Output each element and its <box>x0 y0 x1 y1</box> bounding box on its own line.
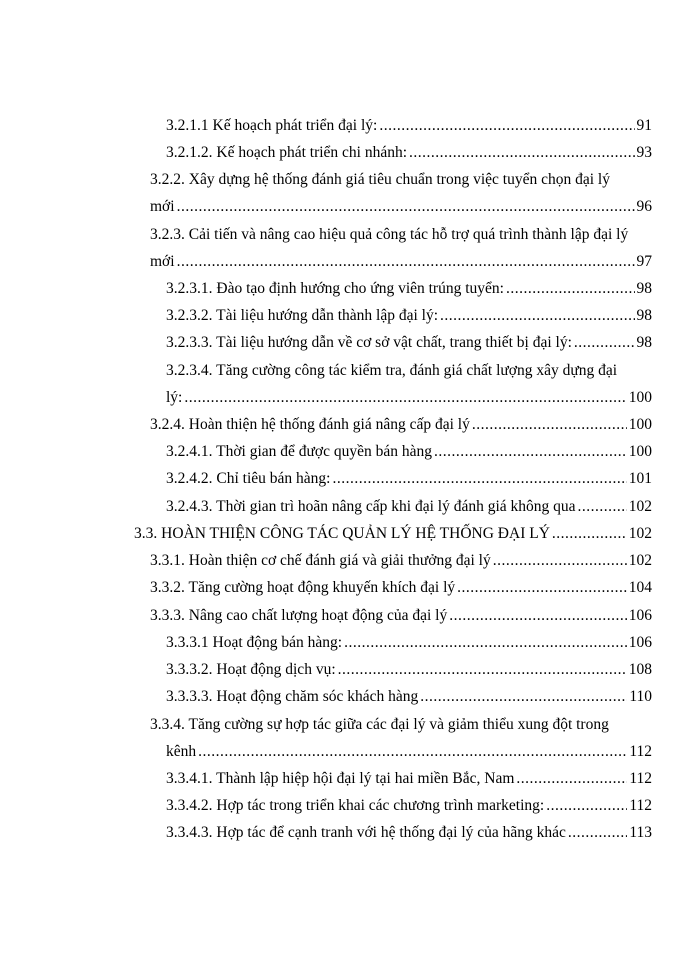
toc-entry-first-line <box>150 225 652 245</box>
toc-entry-label: 3.3.3. Nâng cao chất lượng hoạt động của đại lý <box>150 607 448 624</box>
toc-page-number: 100 <box>628 416 652 433</box>
toc-page-number: 98 <box>636 307 652 324</box>
toc-entry-label: 3.2.3.3. Tài liệu hướng dẫn về cơ sở vật chất, trang thiết bị đại lý: <box>166 334 572 351</box>
toc-entry-label: mới <box>150 253 175 270</box>
toc-entry-label: 3.3.1. Hoàn thiện cơ chế đánh giá và giải thưởng đại lý <box>150 552 491 569</box>
toc-page-number: 91 <box>636 117 652 134</box>
toc-entry-label: 3.2.4.2. Chỉ tiêu bán hàng: <box>166 470 331 487</box>
toc-entry[interactable] <box>166 143 652 163</box>
toc-entry[interactable] <box>166 660 652 680</box>
toc-entry[interactable] <box>166 333 652 353</box>
toc-entry-label: 3.2.4. Hoàn thiện hệ thống đánh giá nâng cấp đại lý <box>150 416 470 433</box>
toc-page-number: 106 <box>628 634 652 651</box>
toc-leader-dots <box>546 796 627 816</box>
toc-entry-label-line1: 3.3.4. Tăng cường sự hợp tác giữa các đại lý và giảm thiểu xung đột trong <box>150 716 609 733</box>
toc-page-number: 97 <box>636 253 652 270</box>
toc-page-number: 110 <box>629 688 652 705</box>
toc-leader-dots <box>568 823 627 843</box>
toc-leader-dots <box>434 442 627 462</box>
toc-page-number: 93 <box>636 144 652 161</box>
toc-leader-dots <box>516 769 627 789</box>
toc-entry[interactable] <box>166 687 652 707</box>
toc-page-number: 102 <box>628 498 652 515</box>
toc-leader-dots <box>493 551 627 571</box>
toc-entry[interactable] <box>166 769 652 789</box>
toc-entry-label: 3.3. HOÀN THIỆN CÔNG TÁC QUẢN LÝ HỆ THỐNG ĐẠI LÝ <box>134 525 550 542</box>
toc-entry-label: kênh <box>166 743 197 760</box>
toc-entry-label: 3.3.3.2. Hoạt động dịch vụ: <box>166 661 336 678</box>
toc-leader-dots <box>574 333 635 353</box>
toc-entry[interactable] <box>166 497 652 517</box>
toc-entry-label: 3.3.4.1. Thành lập hiệp hội đại lý tại hai miền Bắc, Nam <box>166 770 515 787</box>
toc-entry[interactable] <box>150 415 652 435</box>
toc-page-number: 100 <box>628 389 652 406</box>
toc-leader-dots <box>440 306 634 326</box>
toc-entry-label: 3.3.3.1 Hoạt động bán hàng: <box>166 634 343 651</box>
toc-entry[interactable] <box>134 524 652 544</box>
toc-entry[interactable] <box>166 116 652 136</box>
toc-page-number: 100 <box>628 443 652 460</box>
toc-leader-dots <box>449 606 627 626</box>
toc-leader-dots <box>177 252 635 272</box>
toc-entry[interactable] <box>166 279 652 299</box>
toc-entry[interactable] <box>150 606 652 626</box>
toc-leader-dots <box>184 388 626 408</box>
toc-entry-label-line1: 3.2.3. Cải tiến và nâng cao hiệu quả công tác hỗ trợ quá trình thành lập đại lý <box>150 226 629 243</box>
toc-page-number: 108 <box>628 661 652 678</box>
toc-entry[interactable] <box>166 469 652 489</box>
toc-entry[interactable] <box>166 388 652 408</box>
toc-page-number: 104 <box>628 579 652 596</box>
toc-leader-dots <box>198 742 627 762</box>
toc-entry[interactable] <box>150 551 652 571</box>
toc-entry[interactable] <box>150 578 652 598</box>
toc-leader-dots <box>332 469 626 489</box>
toc-leader-dots <box>506 279 635 299</box>
toc-entry-label: 3.2.1.1 Kế hoạch phát triển đại lý: <box>166 117 378 134</box>
toc-page-number: 112 <box>629 743 652 760</box>
toc-leader-dots <box>338 660 627 680</box>
toc-leader-dots <box>177 197 635 217</box>
toc-leader-dots <box>552 524 627 544</box>
toc-page-number: 101 <box>628 470 652 487</box>
toc-entry-label: 3.3.4.3. Hợp tác để cạnh tranh với hệ thống đại lý của hãng khác <box>166 824 566 841</box>
toc-entry[interactable] <box>166 796 652 816</box>
toc-entry-label: 3.2.4.1. Thời gian để được quyền bán hàng <box>166 443 432 460</box>
toc-entry-label: 3.3.2. Tăng cường hoạt động khuyến khích đại lý <box>150 579 456 596</box>
toc-entry-first-line <box>150 170 652 190</box>
toc-entry[interactable] <box>150 252 652 272</box>
toc-entry-label: 3.3.3.3. Hoạt động chăm sóc khách hàng <box>166 688 419 705</box>
toc-entry-label: 3.3.4.2. Hợp tác trong triển khai các chương trình marketing: <box>166 797 545 814</box>
toc-entry[interactable] <box>166 306 652 326</box>
toc-page-number: 112 <box>629 797 652 814</box>
toc-entry-label: 3.2.1.2. Kế hoạch phát triển chi nhánh: <box>166 144 408 161</box>
toc-entry-label: lý: <box>166 389 183 406</box>
toc-entry[interactable] <box>166 633 652 653</box>
toc-page-number: 102 <box>628 552 652 569</box>
toc-leader-dots <box>344 633 627 653</box>
toc-page-number: 106 <box>628 607 652 624</box>
toc-entry-first-line <box>166 361 652 381</box>
toc-entry-label-line1: 3.2.3.4. Tăng cường công tác kiểm tra, đánh giá chất lượng xây dựng đại <box>166 362 618 379</box>
toc-page-number: 102 <box>628 525 652 542</box>
toc-entry[interactable] <box>150 197 652 217</box>
toc-page-number: 113 <box>629 824 652 841</box>
toc-leader-dots <box>578 497 627 517</box>
toc-entry[interactable] <box>166 823 652 843</box>
toc-page-number: 98 <box>636 334 652 351</box>
toc-entry-label-line1: 3.2.2. Xây dựng hệ thống đánh giá tiêu chuẩn trong việc tuyển chọn đại lý <box>150 171 610 188</box>
toc-entry-label: 3.2.4.3. Thời gian trì hoãn nâng cấp khi đại lý đánh giá không qua <box>166 498 576 515</box>
toc-page-number: 96 <box>636 198 652 215</box>
toc-page-number: 112 <box>629 770 652 787</box>
toc-leader-dots <box>457 578 627 598</box>
toc-entry-first-line <box>150 715 652 735</box>
toc-entry-label: mới <box>150 198 175 215</box>
toc-leader-dots <box>409 143 634 163</box>
toc-leader-dots <box>472 415 627 435</box>
toc-entry-label: 3.2.3.2. Tài liệu hướng dẫn thành lập đại lý: <box>166 307 439 324</box>
toc-leader-dots <box>379 116 634 136</box>
toc-entry[interactable] <box>166 742 652 762</box>
toc-page-number: 98 <box>636 280 652 297</box>
toc-entry-label: 3.2.3.1. Đào tạo định hướng cho ứng viên trúng tuyển: <box>166 280 504 297</box>
toc-leader-dots <box>420 687 627 707</box>
toc-entry[interactable] <box>166 442 652 462</box>
